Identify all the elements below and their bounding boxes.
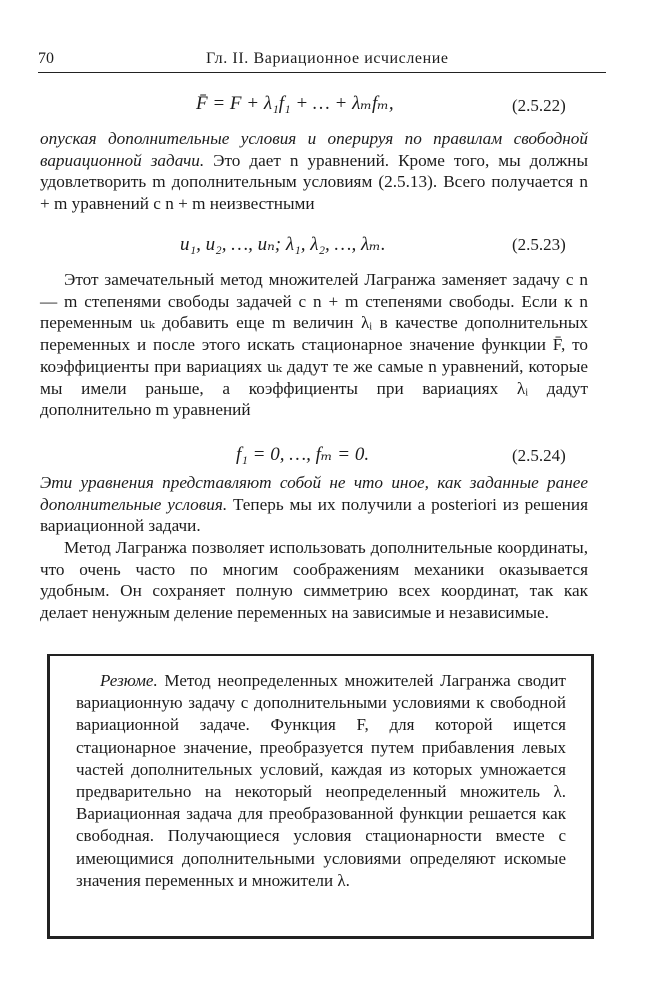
- summary-text: Метод неопределенных множителей Лагранжа сводит вариационную задачу с дополнительными условиями к свободной вариационной задаче. Функция F, для которой ищется стационарное значение, преобразуется путем прибавления левых частей дополнительных условий, каждая из которых умножается предварительно на некоторый неопределенный множитель λ. Вариационная задача для преобразованной функции решается как свободная. Получающиеся условия стационарности вместе с имеющимися дополнительными условиями определяют искомые значения переменных и множители λ.: [76, 671, 566, 890]
- paragraph-3: [40, 472, 588, 537]
- equation-2-5-23: u₁, u₂, …, uₙ; λ₁, λ₂, …, λₘ.: [180, 234, 386, 255]
- running-title: Гл. II. Вариационное исчисление: [206, 50, 449, 67]
- summary-paragraph: [76, 670, 566, 892]
- equation-2-5-22: F̄ = F + λ₁f₁ + … + λₘfₘ,: [196, 93, 394, 114]
- paragraph-2-text: Этот замечательный метод множителей Лагранжа заменяет задачу с n — m степенями свободы задачей с n + m степенями свободы. Если к n переменным uₖ добавить еще m величин λᵢ в качестве дополнительных переменных и после этого искать стационарное значение функции F̄, то коэффициенты при вариациях uₖ дадут те же самые n уравнений, которые мы имели раньше, а коэффициенты при вариациях λᵢ дадут дополнительно m уравнений: [40, 270, 588, 420]
- paragraph-2: [40, 269, 588, 421]
- paragraph-3-text: Теперь мы их получили a posteriori из решения вариационной задачи.: [40, 494, 588, 536]
- paragraph-1: [40, 128, 588, 215]
- paragraph-3-italic: Эти уравнения представляют собой не что иное, как заданные ранее дополнительные условия.: [40, 473, 588, 514]
- equation-2-5-24: f₁ = 0, …, fₘ = 0.: [236, 444, 370, 465]
- equation-number-2-5-22: (2.5.22): [512, 96, 566, 115]
- equation-number-2-5-23: (2.5.23): [512, 235, 566, 254]
- paragraph-4: [40, 537, 588, 624]
- paragraph-4-text: Метод Лагранжа позволяет использовать дополнительные координаты, что очень часто по многим соображениям механики оказывается удобным. Он сохраняет полную симметрию всех координат, так как делает ненужным деление переменных на зависимые и независимые.: [40, 538, 588, 623]
- paragraph-1-text: Это дает n уравнений. Кроме того, мы должны удовлетворить m дополнительным условиям (2.5.13). Всего получается n + m уравнений с n + m неизвестными: [40, 150, 588, 214]
- page-number: 70: [38, 50, 54, 67]
- summary-label: Резюме.: [100, 671, 158, 690]
- equation-number-2-5-24: (2.5.24): [512, 446, 566, 465]
- summary-box: [47, 654, 594, 939]
- running-header: [38, 46, 606, 73]
- paragraph-1-italic: опуская дополнительные условия и оперируя по правилам свободной вариационной задачи.: [40, 129, 588, 170]
